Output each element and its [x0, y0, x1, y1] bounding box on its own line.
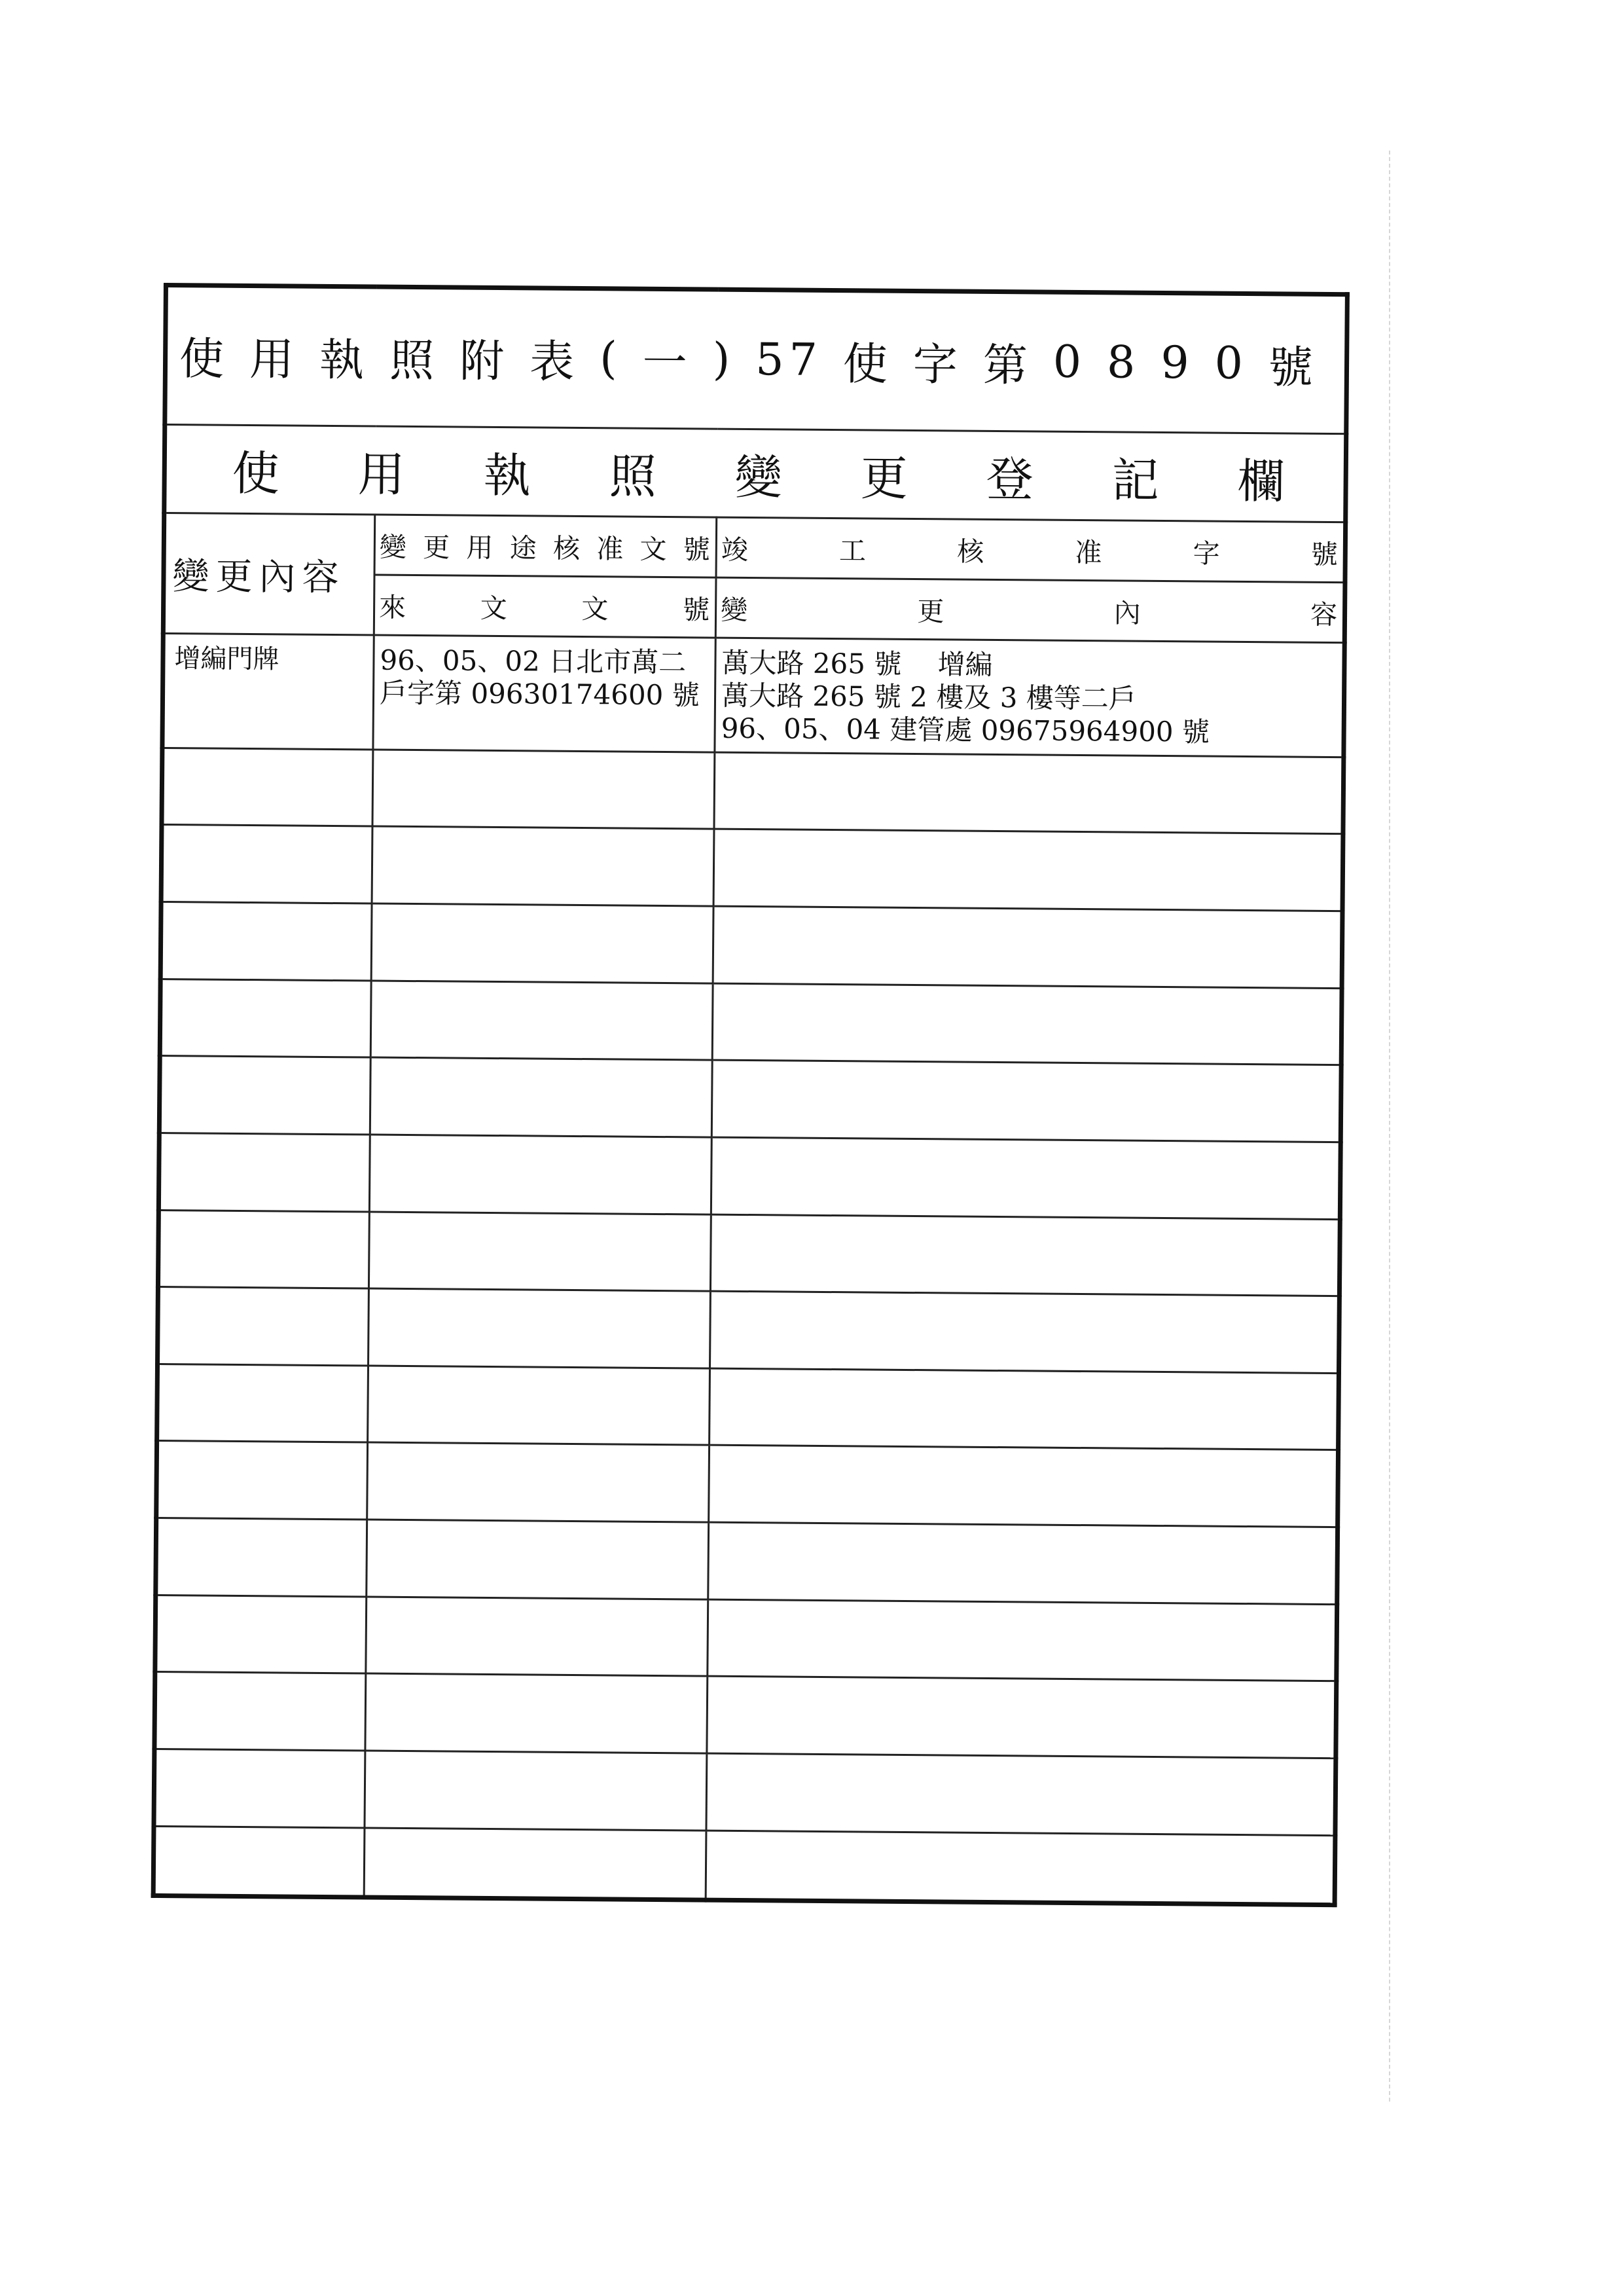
form-title-char: 號: [1268, 342, 1319, 395]
form-title-char: 第: [982, 340, 1034, 392]
empty-cell: [160, 979, 371, 1057]
header-char: 號: [682, 594, 710, 626]
header-completion-approval-no: [716, 517, 1346, 583]
table-row: [160, 979, 1342, 1065]
header-char: 核: [957, 536, 984, 568]
header-char: 變: [720, 594, 748, 627]
table-row: [159, 1056, 1341, 1142]
form-title-char: 附: [459, 336, 510, 388]
header-char: 核: [552, 532, 581, 564]
table-row: [155, 1595, 1337, 1681]
table-row: [158, 1133, 1340, 1219]
empty-cell: [710, 1291, 1340, 1373]
header-char: 文: [639, 533, 667, 565]
header-char: 途: [509, 532, 537, 564]
header-char: 准: [596, 533, 624, 565]
empty-cell: [155, 1595, 367, 1673]
entry-doc-number: [373, 635, 715, 752]
empty-cell: [365, 1751, 707, 1831]
form-title-char: 用: [249, 334, 300, 387]
header-approval-doc-no: [374, 515, 717, 577]
empty-cell: [708, 1599, 1337, 1681]
header-char: 工: [838, 535, 867, 567]
empty-cell: [158, 1287, 369, 1366]
register-heading-char: 登: [986, 451, 1034, 507]
empty-cell: [712, 983, 1342, 1065]
entry-detail-line: 萬大路 265 號 2 樓及 3 樓等二戶: [721, 680, 1136, 716]
empty-cell: [364, 1827, 706, 1900]
header-change-details: [715, 577, 1345, 643]
table-row: [157, 1364, 1339, 1450]
empty-cell: [711, 1137, 1340, 1219]
register-heading-char: 使: [232, 445, 280, 501]
register-heading-char: 變: [734, 449, 783, 505]
empty-cell: [710, 1214, 1340, 1296]
register-heading-char: 欄: [1237, 453, 1285, 509]
table-row: [153, 1826, 1335, 1905]
empty-cell: [158, 1210, 369, 1288]
header-incoming-doc-no: [374, 575, 716, 638]
header-char: 准: [1075, 536, 1102, 569]
empty-cell: [371, 903, 713, 983]
empty-cell: [370, 1057, 712, 1137]
empty-cell: [367, 1442, 710, 1522]
empty-cell: [158, 1133, 370, 1211]
empty-cell: [156, 1518, 367, 1596]
form-title-char: (: [599, 333, 623, 385]
table-row: [162, 748, 1344, 834]
heading-row: [164, 424, 1346, 522]
header-char: 號: [1310, 538, 1338, 571]
empty-cell: [160, 902, 372, 981]
header-char: 內: [1113, 597, 1141, 629]
form-title-char: ): [712, 334, 736, 386]
header-char: 來: [378, 591, 406, 624]
form-title-char: 0: [1052, 337, 1087, 389]
form-title-char: 9: [1160, 337, 1195, 390]
empty-cell: [706, 1753, 1336, 1835]
entry-change-content: 增編門牌: [162, 634, 374, 750]
empty-cell: [161, 825, 372, 903]
header-row-top: [164, 513, 1346, 582]
entry-detail-line: 96、05、04 建管處 09675964900 號: [721, 712, 1210, 748]
register-heading-char: 用: [357, 446, 406, 502]
header-char: 號: [683, 534, 710, 566]
header-char: 容: [1310, 598, 1338, 631]
usage-license-form: [151, 283, 1345, 1907]
empty-cell: [157, 1364, 369, 1442]
empty-cell: [709, 1445, 1339, 1527]
scan-edge-line: [1389, 151, 1390, 2102]
form-title-char: 表: [529, 336, 580, 389]
table-row: [160, 902, 1342, 989]
empty-cell: [162, 748, 373, 826]
form-title-char: 57: [755, 334, 823, 387]
empty-cell: [159, 1056, 370, 1135]
entry-doc-line: 96、05、02 日北市萬二: [380, 644, 687, 679]
form-title-char: 使: [179, 333, 230, 386]
form-title: [165, 285, 1348, 434]
table-row: [158, 1287, 1340, 1374]
header-char: 文: [581, 593, 609, 625]
empty-cell: [366, 1597, 708, 1677]
empty-cell: [708, 1522, 1338, 1604]
table-row: [154, 1672, 1337, 1758]
empty-cell: [154, 1672, 366, 1751]
header-char: 字: [1193, 538, 1220, 570]
table-row: [156, 1518, 1338, 1604]
empty-cell: [369, 1212, 711, 1292]
entry-detail-line: 萬大路 265 號 增編: [721, 647, 993, 682]
header-char: 更: [917, 596, 944, 628]
empty-cell: [706, 1831, 1335, 1905]
entry-change-details: [715, 638, 1344, 757]
form-title-char: 字: [912, 339, 963, 392]
empty-cell: [713, 829, 1343, 911]
empty-cell: [156, 1441, 368, 1520]
register-heading: [164, 424, 1346, 522]
register-heading-char: 更: [860, 450, 908, 506]
empty-cell: [372, 826, 714, 906]
empty-cell: [153, 1826, 365, 1897]
table-row: [154, 1749, 1336, 1835]
register-heading-char: 執: [483, 447, 531, 503]
empty-cell: [710, 1368, 1339, 1450]
header-char: 文: [480, 592, 507, 625]
empty-cell: [370, 981, 713, 1061]
table-row: [158, 1210, 1340, 1296]
table-row: [162, 634, 1344, 757]
header-char: 變: [379, 531, 407, 563]
empty-cell: [714, 752, 1344, 834]
header-char: 竣: [721, 534, 749, 566]
header-change-content: 變更內容: [163, 513, 374, 635]
form-title-char: 8: [1106, 337, 1141, 390]
form-title-char: 一: [642, 337, 693, 390]
header-char: 更: [422, 532, 450, 564]
form-title-char: 照: [389, 335, 440, 388]
empty-cell: [369, 1135, 711, 1214]
empty-cell: [707, 1676, 1337, 1758]
register-heading-char: 照: [609, 448, 657, 504]
empty-cell: [372, 750, 715, 829]
table-row: [161, 825, 1343, 911]
empty-cell: [711, 1060, 1341, 1142]
empty-cell: [365, 1673, 708, 1753]
title-row: [165, 285, 1348, 434]
empty-cell: [368, 1366, 710, 1446]
form-title-char: 0: [1214, 338, 1249, 390]
empty-cell: [154, 1749, 365, 1827]
header-char: 用: [466, 532, 494, 564]
entry-doc-line: 戶字第 09630174600 號: [379, 676, 700, 712]
form-title-char: 使: [842, 338, 893, 392]
empty-cell: [369, 1288, 711, 1368]
form-title-char: 執: [319, 335, 370, 387]
table-row: [156, 1441, 1339, 1527]
empty-cell: [713, 906, 1342, 988]
blank-rows: [153, 748, 1344, 1904]
change-register-table: [151, 283, 1350, 1907]
empty-cell: [367, 1520, 709, 1599]
register-heading-char: 記: [1111, 452, 1160, 508]
